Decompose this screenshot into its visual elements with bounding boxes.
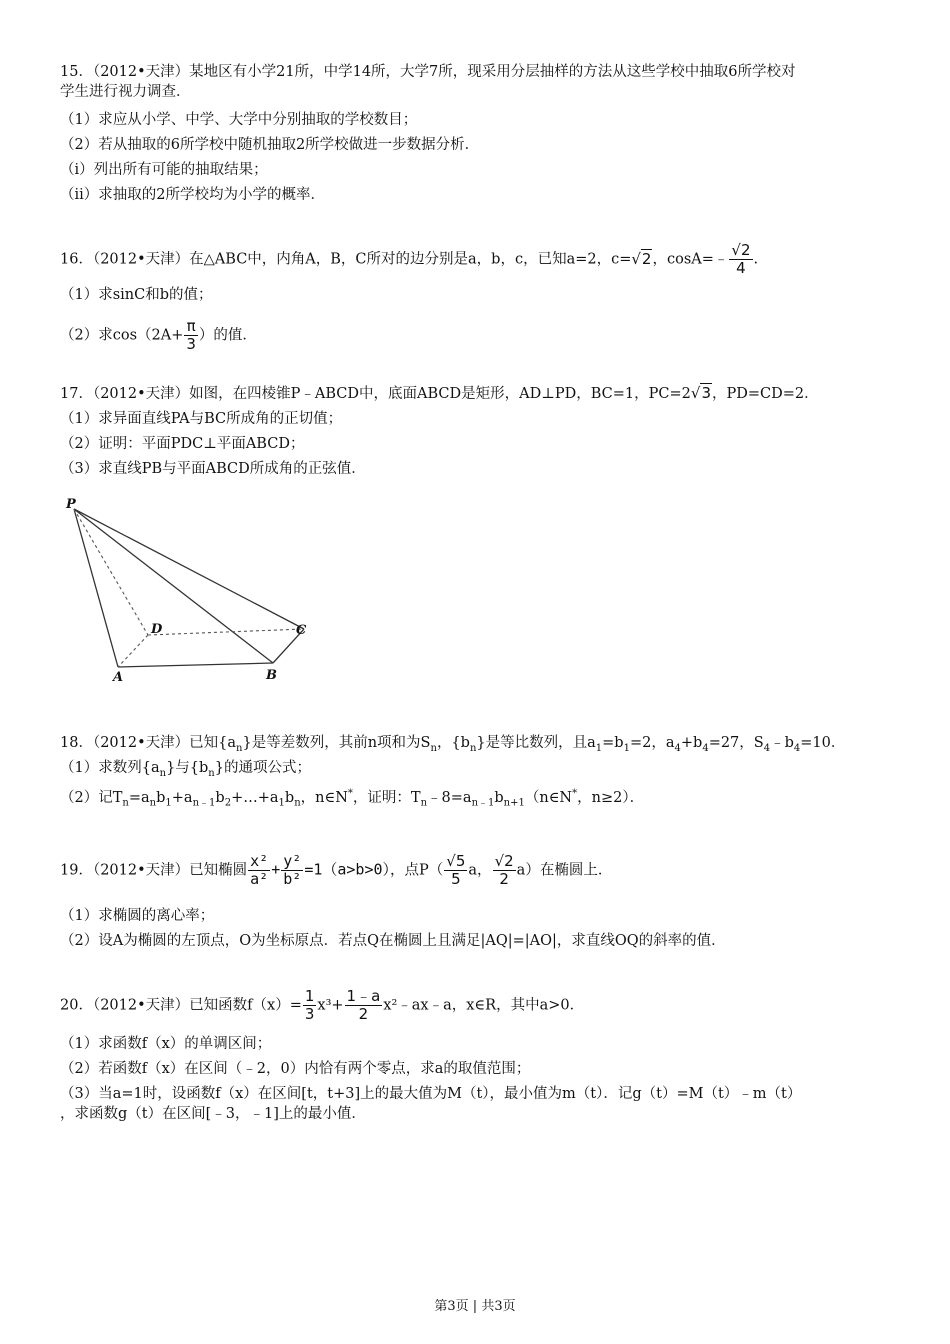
q19-x-fraction [248, 853, 270, 888]
q20-f2-den: 2 [358, 1005, 369, 1023]
q19-y-fraction [281, 853, 303, 888]
q15-part2: （2）若从抽取的6所学校中随机抽取2所学校做进一步数据分析． [60, 137, 480, 153]
q20-x3: x³+ [317, 997, 344, 1014]
q17-part3: （3）求直线PB与平面ABCD所成角的正弦值． [60, 461, 366, 477]
edge-DA [118, 635, 148, 667]
q18-part1: （1）求数列$\{a_n\}$与$\{b_n\}$的通项公式； [60, 760, 311, 779]
q16-c-radicand: 2 [641, 249, 652, 268]
label-A: A [113, 670, 124, 685]
label-P: P [66, 497, 76, 512]
q15-part2-ii: （ⅱ）求抽取的2所学校均为小学的概率． [60, 187, 325, 203]
q16-cos-fraction [729, 242, 752, 277]
q16-pi-den: 3 [186, 335, 196, 353]
edge-PB [74, 509, 273, 663]
q17-title [60, 383, 819, 404]
q19-title [60, 853, 612, 888]
q17-part1: （1）求异面直线PA与BC所成角的正切值； [60, 411, 343, 427]
q16-pi-num: π [184, 318, 198, 336]
q19-part1: （1）求椭圆的离心率； [60, 908, 215, 924]
q15-part2-i: （ⅰ）列出所有可能的抽取结果； [60, 162, 268, 178]
q20-end: x²﹣ax﹣a，x∈R，其中a>0． [383, 997, 585, 1014]
q19-a1: a， [468, 862, 492, 879]
label-B: B [266, 668, 277, 683]
q19-b2: b² [283, 870, 302, 888]
q16-title [60, 242, 758, 277]
q20-part1: （1）求函数f（x）的单调区间； [60, 1036, 272, 1052]
q20-title [60, 988, 584, 1023]
q16-pi-fraction [184, 318, 198, 353]
q17-sqrt: √3 [690, 384, 711, 402]
label-C: C [296, 623, 307, 638]
q17-pc-radicand: 3 [701, 384, 711, 402]
q19-part2: （2）设A为椭圆的左顶点，O为坐标原点．若点Q在椭圆上且满足|AQ|=|AO|，求直线OQ的斜率的值． [60, 933, 726, 949]
q16-mid: ，cosA=﹣ [652, 251, 729, 268]
edge-PC [74, 509, 304, 629]
q19-px-fraction [444, 853, 467, 888]
q19-a2b: a [516, 862, 526, 879]
q20-part3-cont: ，求函数g（t）在区间[﹣3，﹣1]上的最小值． [60, 1106, 366, 1122]
q19-px-den: 5 [451, 870, 461, 888]
q18-title: 18．（2012•天津）已知$\{a_n\}$是等差数列，其前n项和为$S_n$，$\{b_n\}$是等比数列，且$a_1=b_1=2$，$a_4+b_4=27$，$S_4﹣b_4=10$． [60, 735, 846, 754]
q16-part2 [60, 318, 257, 353]
q17-part2: （2）证明：平面PDC⊥平面ABCD； [60, 436, 305, 452]
q20-f1-fraction [303, 988, 317, 1023]
q19-point-lead: ，点P（ [390, 862, 444, 879]
q15-title-text: 15．（2012•天津）某地区有小学21所，中学14所，大学7所，现采用分层抽样的方法从这些学校中抽取6所学校对 [60, 64, 796, 80]
q19-cond: =1（a>b>0） [304, 860, 391, 879]
page-footer: 第3页 | 共3页 [434, 1299, 516, 1314]
pyramid-figure [58, 495, 328, 685]
q15-part1: （1）求应从小学、中学、大学中分别抽取的学校数目； [60, 112, 418, 128]
q16-p2-end: ）的值． [198, 327, 257, 344]
q16-cos-den: 4 [736, 259, 746, 277]
q16-end: . [753, 251, 759, 268]
q19-plus: + [271, 860, 281, 879]
q19-a2: a² [250, 870, 269, 888]
q15-title-cont: 学生进行视力调查． [60, 84, 191, 100]
q16-p2-lead: （2）求cos（2A+ [60, 327, 184, 344]
q16-sqrt: √2 [631, 249, 652, 268]
q16-lead: 16．（2012•天津）在△ABC中，内角A，B，C所对的边分别是a，b，c，已知a=2，c= [60, 251, 632, 268]
q15-title [60, 62, 895, 102]
q19-y2: y² [283, 852, 302, 870]
q19-px-num: √5 [446, 852, 466, 870]
q18-part2: （2）记$T_n=a_nb_1+a_{n﹣1}b_2+\dots+a_1b_n$，n∈N*，证明：$T_n﹣8=a_{n﹣1}b_{n+1}(n\in N^*$，n≥2）． [60, 788, 645, 809]
q19-py-den: 2 [499, 870, 509, 888]
q20-f1-den: 3 [304, 1005, 315, 1023]
edge-DC [148, 629, 304, 635]
q17-lead: 17．（2012•天津）如图，在四棱锥P﹣ABCD中，底面ABCD是矩形，AD⊥PD，BC=1，PC=2 [60, 386, 691, 402]
q19-lead: 19．（2012•天津）已知椭圆 [60, 862, 248, 879]
q19-py-num: √2 [494, 852, 514, 870]
q19-py-fraction [493, 853, 516, 888]
q20-part2: （2）若函数f（x）在区间（﹣2，0）内恰有两个零点，求a的取值范围； [60, 1061, 531, 1077]
q16-cos-num: √2 [731, 241, 751, 259]
q20-part3 [60, 1084, 895, 1124]
q20-lead: 20．（2012•天津）已知函数f（x）= [60, 997, 302, 1014]
edge-AB [118, 663, 273, 667]
q20-f2-fraction [345, 988, 383, 1023]
q20-part3-text: （3）当a=1时，设函数f（x）在区间[t，t+3]上的最大值为M（t），最小值为m（t）．记g（t）=M（t）﹣m（t） [60, 1086, 802, 1102]
label-D: D [151, 622, 163, 637]
q17-end: ，PD=CD=2． [712, 386, 819, 402]
q19-x2: x² [250, 852, 269, 870]
edge-PA [74, 509, 118, 667]
q16-part1: （1）求sinC和b的值； [60, 287, 213, 303]
q20-f1-num: 1 [304, 987, 315, 1005]
q20-f2-num: 1﹣a [346, 987, 381, 1005]
q19-end: ）在椭圆上． [525, 862, 613, 879]
